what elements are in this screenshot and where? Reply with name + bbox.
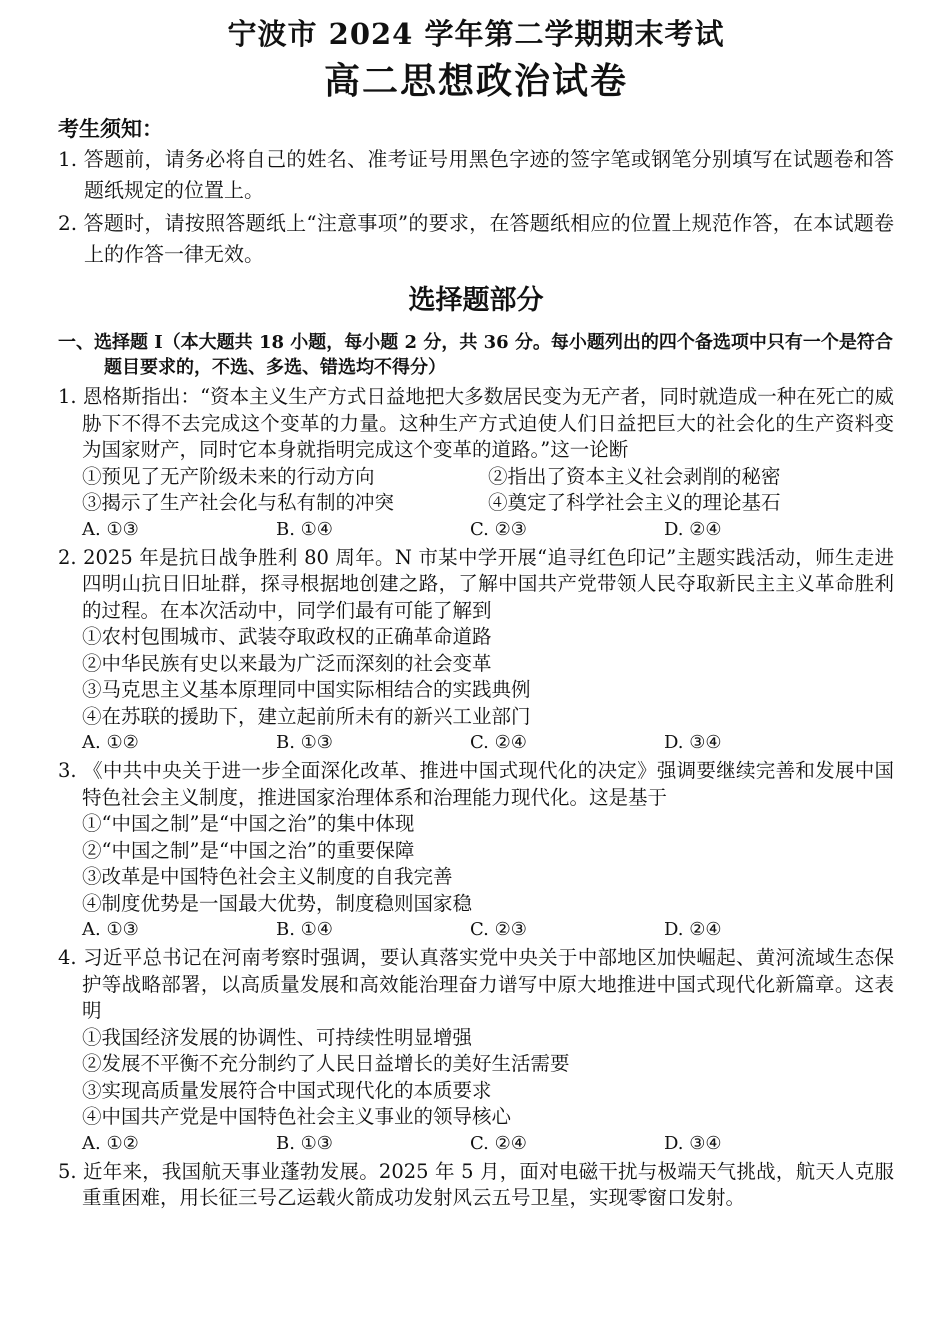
question-stem: 4. 习近平总书记在河南考察时强调，要认真落实党中央关于中部地区加快崛起、黄河流域生态保护等战略部署，以高质量发展和高效能治理奋力谱写中原大地推进中国式现代化新篇章。这表明 (58, 946, 894, 1022)
question-4 (58, 945, 894, 1157)
answer-choice-a: A. ①③ (82, 518, 139, 540)
part-heading: 一、选择题 I（本大题共 18 小题，每小题 2 分，共 36 分。每小题列出的四个备选项中只有一个是符合题目要求的，不选、多选、错选均不得分） (58, 332, 893, 378)
answer-choice-c: C. ②③ (470, 518, 527, 540)
option: ①农村包围城市、武装夺取政权的正确革命道路 (82, 625, 492, 648)
option: ①预见了无产阶级未来的行动方向 (82, 464, 375, 488)
answer-choice-a: A. ①③ (82, 919, 139, 940)
option: ②发展不平衡不充分制约了人民日益增长的美好生活需要 (82, 1052, 570, 1075)
option-row (58, 490, 894, 517)
option: ①我国经济发展的协调性、可持续性明显增强 (82, 1025, 473, 1049)
answer-choice-d: D. ②④ (664, 518, 722, 540)
paper-subject-title: 高二思想政治试卷 (323, 60, 628, 102)
answer-choice-b: B. ①④ (276, 919, 333, 940)
option: ③实现高质量发展符合中国式现代化的本质要求 (82, 1078, 492, 1102)
answer-choices (58, 517, 894, 543)
answer-choice-b: B. ①③ (276, 1132, 333, 1154)
question-stem: 3. 《中共中央关于进一步全面深化改革、推进中国式现代化的决定》强调要继续完善和发展中国特色社会主义制度，推进国家治理体系和治理能力现代化。这是基于 (58, 759, 894, 809)
answer-choice-b: B. ①④ (276, 518, 333, 540)
option: ④在苏联的援助下，建立起前所未有的新兴工业部门 (82, 704, 531, 728)
answer-choice-a: A. ①② (82, 732, 139, 753)
answer-choice-d: D. ②④ (664, 919, 722, 940)
answer-choices (58, 917, 894, 943)
option: ③揭示了生产社会化与私有制的冲突 (82, 491, 395, 514)
notice-title: 考生须知： (58, 116, 163, 141)
question-5 (58, 1159, 894, 1212)
question-stem: 5. 近年来，我国航天事业蓬勃发展。2025 年 5 月，面对电磁干扰与极端天气挑战，航天人克服重重困难，用长征三号乙运载火箭成功发射风云五号卫星，实现零窗口发射。 (58, 1159, 894, 1209)
answer-choice-c: C. ②④ (470, 732, 527, 753)
question-1 (58, 384, 894, 543)
answer-choices (58, 1131, 894, 1157)
question-stem: 1. 恩格斯指出：“资本主义生产方式日益地把大多数居民变为无产者，同时就造成一种在死亡的威胁下不得不去完成这个变革的力量。这种生产方式迫使人们日益把巨大的社会化的生产资料变为国家财产，同时它本身就指明完成这个变革的道路。”这一论断 (58, 385, 894, 461)
option: ④制度优势是一国最大优势，制度稳则国家稳 (82, 891, 473, 915)
answer-choice-d: D. ③④ (664, 1132, 722, 1154)
option: ③马克思主义基本原理同中国实际相结合的实践典例 (82, 678, 531, 701)
answer-choice-c: C. ②③ (470, 919, 527, 940)
option: ④中国共产党是中国特色社会主义事业的领导核心 (82, 1105, 512, 1128)
option: ②中华民族有史以来最为广泛而深刻的社会变革 (82, 651, 492, 675)
question-2 (58, 545, 894, 757)
answer-choice-b: B. ①③ (276, 732, 333, 753)
exam-title: 宁波市 2024 学年第二学期期末考试 (227, 17, 725, 51)
option: ②“中国之制”是“中国之治”的重要保障 (82, 838, 415, 862)
option-row (58, 464, 894, 491)
notice-item-2: 2. 答题时，请按照答题纸上“注意事项”的要求，在答题纸相应的位置上规范作答，在本试题卷上的作答一律无效。 (58, 211, 894, 266)
answer-choice-a: A. ①② (82, 1132, 139, 1154)
section-title: 选择题部分 (408, 285, 544, 316)
question-stem: 2. 2025 年是抗日战争胜利 80 周年。N 市某中学开展“追寻红色印记”主题实践活动，师生走进四明山抗日旧址群，探寻根据地创建之路，了解中国共产党带领人民夺取新民主主义革命胜利的过程。在本次活动中，同学们最有可能了解到 (58, 545, 894, 622)
answer-choices (58, 730, 894, 756)
option: ④奠定了科学社会主义的理论基石 (488, 491, 781, 514)
question-3 (58, 758, 894, 943)
notice-block (58, 114, 894, 270)
option: ①“中国之制”是“中国之治”的集中体现 (82, 812, 415, 835)
option: ②指出了资本主义社会剥削的秘密 (488, 464, 781, 488)
option: ③改革是中国特色社会主义制度的自我完善 (82, 865, 453, 888)
answer-choice-c: C. ②④ (470, 1132, 527, 1154)
notice-item-1: 1. 答题前，请务必将自己的姓名、准考证号用黑色字迹的签字笔或钢笔分别填写在试题卷和答题纸规定的位置上。 (58, 147, 894, 202)
answer-choice-d: D. ③④ (664, 732, 722, 753)
